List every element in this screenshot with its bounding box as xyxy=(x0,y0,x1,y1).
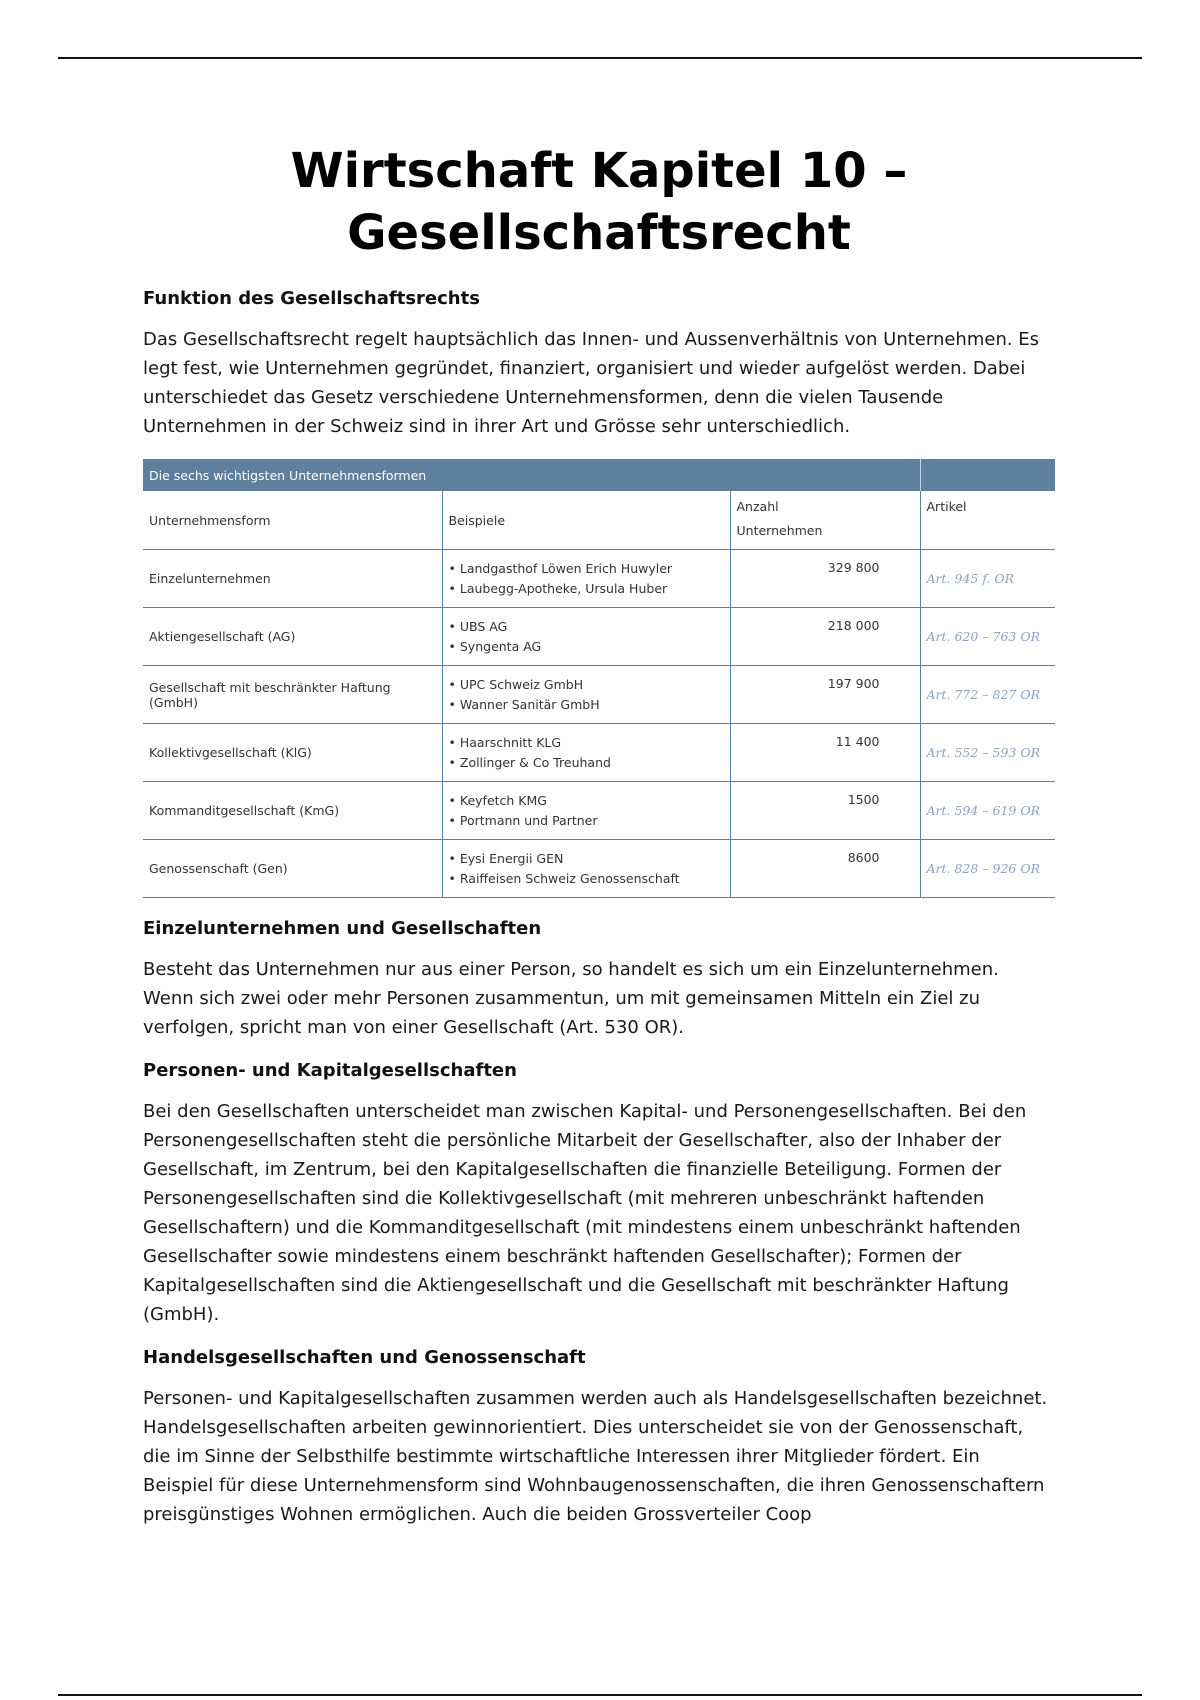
section-paragraph-einzelunternehmen: Besteht das Unternehmen nur aus einer Person, so handelt es sich um ein Einzelunternehmen. Wenn sich zwei oder mehr Personen zusammentun, um mit gemeinsamen Mitteln ein Ziel zu verfolgen, spricht man von einer Gesellschaft (Art. 530 OR). xyxy=(143,959,999,1038)
header-count-line-1: Anzahl xyxy=(736,499,779,514)
example-text: Portmann und Partner xyxy=(459,812,598,828)
bullet: • xyxy=(448,676,456,692)
section-heading-einzelunternehmen: Einzelunternehmen und Gesellschaften xyxy=(143,918,542,939)
table-caption-row xyxy=(143,459,1055,491)
example-line xyxy=(449,733,724,753)
cell-form: Einzelunternehmen xyxy=(143,550,442,608)
cell-count: 11 400 xyxy=(730,724,920,782)
cell-examples xyxy=(442,550,730,608)
example-line xyxy=(449,753,724,773)
cell-count: 218 000 xyxy=(730,608,920,666)
example-line xyxy=(449,559,724,579)
bullet: • xyxy=(448,870,456,886)
example-line xyxy=(449,617,724,637)
example-line xyxy=(449,811,724,831)
header-form: Unternehmensform xyxy=(143,491,442,550)
table-row xyxy=(143,666,1055,724)
bullet: • xyxy=(448,560,456,576)
table-row xyxy=(143,782,1055,840)
example-text: Raiffeisen Schweiz Genossenschaft xyxy=(459,870,680,886)
table-header-row xyxy=(143,491,1055,550)
example-line xyxy=(449,637,724,657)
page-title xyxy=(143,140,1055,264)
page-title-line-1: Wirtschaft Kapitel 10 – xyxy=(290,143,908,199)
bullet: • xyxy=(448,754,456,770)
example-line xyxy=(449,791,724,811)
example-text: Landgasthof Löwen Erich Huwyler xyxy=(459,560,673,576)
section-paragraph-personen-kapital: Bei den Gesellschaften unterscheidet man zwischen Kapital- und Personengesellschaften. Bei den Personengesellschaften steht die persönliche Mitarbeit der Gesellschafter, also der Inhaber der Gesellschaft, im Zentrum, bei den Kapitalgesellschaften die finanzielle Beteiligung. Formen der Personengesellschaften sind die Kollektivgesellschaft (mit mehreren unbeschränkt haftenden Gesellschaftern) und die Kommanditgesellschaft (mit mindestens einem unbeschränkt haftenden Gesellschafter sowie mindestens einem beschränkt haftenden Gesellschafter); Formen der Kapitalgesellschaften sind die Aktiengesellschaft und die Gesellschaft mit beschränkter Haftung (GmbH). xyxy=(143,1101,1027,1325)
example-text: Eysi Energii GEN xyxy=(459,850,564,866)
table-row xyxy=(143,724,1055,782)
example-line xyxy=(449,869,724,889)
cell-article-link[interactable]: Art. 620 – 763 OR xyxy=(920,608,1055,666)
table-row xyxy=(143,840,1055,898)
example-text: Keyfetch KMG xyxy=(459,792,547,808)
table-row xyxy=(143,608,1055,666)
cell-form: Kollektivgesellschaft (KlG) xyxy=(143,724,442,782)
example-text: UPC Schweiz GmbH xyxy=(459,676,584,692)
section-heading-personen-kapital: Personen- und Kapitalgesellschaften xyxy=(143,1060,517,1081)
cell-examples xyxy=(442,666,730,724)
bullet: • xyxy=(448,580,456,596)
example-line xyxy=(449,579,724,599)
example-line xyxy=(449,675,724,695)
bullet: • xyxy=(448,850,456,866)
table-caption-spacer xyxy=(920,459,1055,491)
section-paragraph-funktion: Das Gesellschaftsrecht regelt hauptsächlich das Innen- und Aussenverhältnis von Unternehmen. Es legt fest, wie Unternehmen gegründet, finanziert, organisiert und wieder aufgelöst werden. Dabei unterschiedet das Gesetz verschiedene Unternehmensformen, denn die vielen Tausende Unternehmen in der Schweiz sind in ihrer Art und Grösse sehr unterschiedlich. xyxy=(143,329,1040,437)
cell-article-link[interactable]: Art. 594 – 619 OR xyxy=(920,782,1055,840)
cell-examples xyxy=(442,840,730,898)
example-text: Zollinger & Co Treuhand xyxy=(459,754,611,770)
example-text: Wanner Sanitär GmbH xyxy=(459,696,600,712)
header-article: Artikel xyxy=(920,491,1055,550)
table-row xyxy=(143,550,1055,608)
cell-count: 1500 xyxy=(730,782,920,840)
page-title-line-2: Gesellschaftsrecht xyxy=(347,205,851,261)
cell-form: Aktiengesellschaft (AG) xyxy=(143,608,442,666)
bullet: • xyxy=(448,792,456,808)
cell-form: Gesellschaft mit beschränkter Haftung (GmbH) xyxy=(143,666,442,724)
bottom-rule xyxy=(58,1694,1142,1696)
section-heading-handels-genossenschaft: Handelsgesellschaften und Genossenschaft xyxy=(143,1347,586,1368)
header-count-line-2: Unternehmen xyxy=(736,523,823,538)
bullet: • xyxy=(448,638,456,654)
cell-examples xyxy=(442,608,730,666)
bullet: • xyxy=(448,618,456,634)
cell-count: 197 900 xyxy=(730,666,920,724)
section-paragraph-handels-genossenschaft: Personen- und Kapitalgesellschaften zusammen werden auch als Handelsgesellschaften bezeichnet. Handelsgesellschaften arbeiten gewinnorientiert. Dies unterscheidet sie von der Genossenschaft, die im Sinne der Selbsthilfe bestimmte wirtschaftliche Interessen ihrer Mitglieder fördert. Ein Beispiel für diese Unternehmensform sind Wohnbaugenossenschaften, die ihren Genossenschaftern preisgünstiges Wohnen ermöglichen. Auch die beiden Grossverteiler Coop xyxy=(143,1388,1048,1525)
cell-count: 329 800 xyxy=(730,550,920,608)
cell-article-link[interactable]: Art. 772 – 827 OR xyxy=(920,666,1055,724)
top-rule xyxy=(58,57,1142,59)
document-body xyxy=(143,140,1055,1547)
section-heading-funktion: Funktion des Gesellschaftsrechts xyxy=(143,288,480,309)
cell-count: 8600 xyxy=(730,840,920,898)
example-text: Laubegg-Apotheke, Ursula Huber xyxy=(459,580,668,596)
example-text: UBS AG xyxy=(459,618,508,634)
cell-article-link[interactable]: Art. 828 – 926 OR xyxy=(920,840,1055,898)
header-examples: Beispiele xyxy=(442,491,730,550)
bullet: • xyxy=(448,812,456,828)
cell-form: Genossenschaft (Gen) xyxy=(143,840,442,898)
header-count xyxy=(730,491,920,550)
cell-examples xyxy=(442,782,730,840)
bullet: • xyxy=(448,696,456,712)
company-forms-table xyxy=(143,459,1055,898)
cell-form: Kommanditgesellschaft (KmG) xyxy=(143,782,442,840)
cell-examples xyxy=(442,724,730,782)
bullet: • xyxy=(448,734,456,750)
cell-article-link[interactable]: Art. 552 – 593 OR xyxy=(920,724,1055,782)
table-caption: Die sechs wichtigsten Unternehmensformen xyxy=(143,459,920,491)
cell-article-link[interactable]: Art. 945 f. OR xyxy=(920,550,1055,608)
example-line xyxy=(449,849,724,869)
example-text: Syngenta AG xyxy=(459,638,542,654)
example-line xyxy=(449,695,724,715)
example-text: Haarschnitt KLG xyxy=(459,734,562,750)
